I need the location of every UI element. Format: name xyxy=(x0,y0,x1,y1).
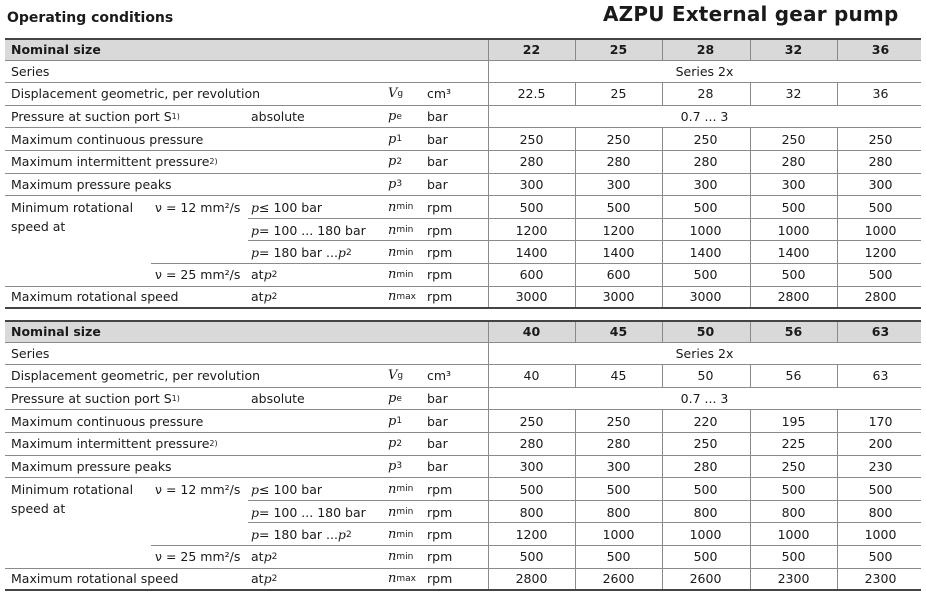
unit-bar: bar xyxy=(427,109,448,125)
condition-high: p = 180 bar ... p 2 xyxy=(251,527,352,543)
nmin-visc25-value-1: 500 xyxy=(519,549,544,565)
condition-mid: p = 100 ... 180 bar xyxy=(251,222,366,238)
nmax-symbol: n max xyxy=(388,289,416,305)
nmin-mid-value-5: 1000 xyxy=(864,222,897,238)
nominal-size-28: 28 xyxy=(696,42,715,58)
viscosity-12: ν = 12 mm²/s xyxy=(155,481,241,497)
p2-value-4: 225 xyxy=(781,436,806,452)
vg-symbol: V g xyxy=(388,86,404,102)
p1-value-4: 250 xyxy=(781,131,806,147)
nmin-mid-value-3: 800 xyxy=(693,504,718,520)
unit-bar: bar xyxy=(427,176,448,192)
displacement-value-2: 45 xyxy=(610,368,627,384)
unit-rpm: rpm xyxy=(427,267,453,283)
nominal-size-row xyxy=(5,320,921,343)
max-speed-label: Maximum rotational speed xyxy=(11,571,179,587)
nmin-high-value-3: 1000 xyxy=(689,527,722,543)
nmax-value-1: 2800 xyxy=(515,571,548,587)
displacement-value-3: 28 xyxy=(697,86,714,102)
nmin-visc25-value-4: 500 xyxy=(781,549,806,565)
unit-bar: bar xyxy=(427,458,448,474)
series-label: Series xyxy=(11,345,50,361)
nmax-value-5: 2300 xyxy=(864,571,897,587)
unit-bar: bar xyxy=(427,131,448,147)
viscosity-12: ν = 12 mm²/s xyxy=(155,199,241,215)
nmin-high-value-1: 1200 xyxy=(515,527,548,543)
absolute-label: absolute xyxy=(251,109,305,125)
series-value: Series 2x xyxy=(675,63,734,79)
p1-value-3: 220 xyxy=(693,413,718,429)
nmin-symbol: n min xyxy=(388,245,414,261)
nmax-value-5: 2800 xyxy=(864,289,897,305)
nmin-low-value-3: 500 xyxy=(693,199,718,215)
viscosity-25: ν = 25 mm²/s xyxy=(155,267,241,283)
series-row xyxy=(5,61,921,84)
nmax-value-1: 3000 xyxy=(515,289,548,305)
p2-value-1: 280 xyxy=(519,436,544,452)
nmin-high-value-3: 1400 xyxy=(689,245,722,261)
min-speed-label-2: speed at xyxy=(11,500,66,516)
unit-bar: bar xyxy=(427,391,448,407)
condition-mid: p = 100 ... 180 bar xyxy=(251,504,366,520)
nmin-high-value-1: 1400 xyxy=(515,245,548,261)
max-intermittent-label: Maximum intermittent pressure 2) xyxy=(11,154,218,170)
p3-value-1: 300 xyxy=(519,176,544,192)
nmin-visc25-value-3: 500 xyxy=(693,549,718,565)
nmin-visc25-value-3: 500 xyxy=(693,267,718,283)
nmin-mid-value-1: 1200 xyxy=(515,222,548,238)
p2-symbol: p 2 xyxy=(388,436,403,452)
nmin-mid-value-5: 800 xyxy=(868,504,893,520)
nmax-value-4: 2800 xyxy=(777,289,810,305)
p1-value-1: 250 xyxy=(519,413,544,429)
suction-pressure-value: 0.7 ... 3 xyxy=(680,109,729,125)
nmin-mid-value-4: 800 xyxy=(781,504,806,520)
suction-pressure-label: Pressure at suction port S 1) xyxy=(11,109,180,125)
p1-value-2: 250 xyxy=(606,131,631,147)
nmin-visc25-value-4: 500 xyxy=(781,267,806,283)
suction-pressure-row xyxy=(5,106,921,129)
nominal-size-32: 32 xyxy=(784,42,803,58)
nmin-high-value-4: 1000 xyxy=(777,527,810,543)
unit-rpm: rpm xyxy=(427,289,453,305)
condition-high: p = 180 bar ... p 2 xyxy=(251,245,352,261)
nmin-symbol: n min xyxy=(388,199,414,215)
suction-pressure-label: Pressure at suction port S 1) xyxy=(11,391,180,407)
p3-value-3: 280 xyxy=(693,458,718,474)
pe-symbol: p e xyxy=(388,391,402,407)
pe-symbol: p e xyxy=(388,109,402,125)
max-speed-row xyxy=(5,287,921,310)
page-heading: Operating conditions xyxy=(7,10,174,26)
nmax-value-2: 3000 xyxy=(602,289,635,305)
nmin-visc25-value-5: 500 xyxy=(868,549,893,565)
nmin-low-value-1: 500 xyxy=(519,199,544,215)
nmin-high-value-2: 1400 xyxy=(602,245,635,261)
p3-value-2: 300 xyxy=(606,458,631,474)
nmax-value-3: 2600 xyxy=(689,571,722,587)
min-speed-label: Minimum rotational xyxy=(11,199,134,215)
displacement-value-4: 32 xyxy=(785,86,802,102)
series-label: Series xyxy=(11,63,50,79)
p2-symbol: p 2 xyxy=(388,154,403,170)
max-continuous-label: Maximum continuous pressure xyxy=(11,413,204,429)
p3-symbol: p 3 xyxy=(388,458,403,474)
unit-rpm: rpm xyxy=(427,571,453,587)
nmin-low-value-4: 500 xyxy=(781,481,806,497)
p2-value-3: 280 xyxy=(693,154,718,170)
max-speed-condition: at p 2 xyxy=(251,289,278,305)
vg-symbol: V g xyxy=(388,368,404,384)
nominal-size-50: 50 xyxy=(696,324,715,340)
unit-bar: bar xyxy=(427,413,448,429)
max-intermittent-row xyxy=(5,433,921,456)
nmin-mid-value-1: 800 xyxy=(519,504,544,520)
nominal-size-40: 40 xyxy=(522,324,541,340)
unit-bar: bar xyxy=(427,436,448,452)
nmin-mid-value-3: 1000 xyxy=(689,222,722,238)
p2-value-2: 280 xyxy=(606,436,631,452)
absolute-label: absolute xyxy=(251,391,305,407)
min-speed-row-d xyxy=(5,546,921,569)
nmin-high-value-5: 1200 xyxy=(864,245,897,261)
p2-value-5: 280 xyxy=(868,154,893,170)
nominal-size-25: 25 xyxy=(609,42,628,58)
p1-value-3: 250 xyxy=(693,131,718,147)
nmin-high-value-4: 1400 xyxy=(777,245,810,261)
displacement-value-1: 40 xyxy=(523,368,540,384)
max-intermittent-label: Maximum intermittent pressure 2) xyxy=(11,436,218,452)
unit-bar: bar xyxy=(427,154,448,170)
nmin-visc25-value-2: 500 xyxy=(606,549,631,565)
condition-low: p ≤ 100 bar xyxy=(251,199,323,215)
nominal-size-56: 56 xyxy=(784,324,803,340)
nominal-size-63: 63 xyxy=(871,324,890,340)
p1-value-5: 250 xyxy=(868,131,893,147)
nominal-size-36: 36 xyxy=(871,42,890,58)
nmax-symbol: n max xyxy=(388,571,416,587)
p2-value-4: 280 xyxy=(781,154,806,170)
suction-pressure-value: 0.7 ... 3 xyxy=(680,391,729,407)
displacement-label: Displacement geometric, per revolution xyxy=(11,86,261,102)
nominal-size-45: 45 xyxy=(609,324,628,340)
displacement-value-1: 22.5 xyxy=(517,86,546,102)
p2-value-5: 200 xyxy=(868,436,893,452)
p3-value-2: 300 xyxy=(606,176,631,192)
unit-rpm: rpm xyxy=(427,549,453,565)
nmin-low-value-5: 500 xyxy=(868,481,893,497)
nmin-visc25-value-5: 500 xyxy=(868,267,893,283)
p1-value-1: 250 xyxy=(519,131,544,147)
max-continuous-label: Maximum continuous pressure xyxy=(11,131,204,147)
displacement-value-5: 36 xyxy=(872,86,889,102)
nmin-symbol: n min xyxy=(388,549,414,565)
unit-rpm: rpm xyxy=(427,504,453,520)
displacement-value-5: 63 xyxy=(872,368,889,384)
nmin-symbol: n min xyxy=(388,267,414,283)
condition-at-p2: at p 2 xyxy=(251,549,278,565)
min-speed-row-c xyxy=(5,241,921,264)
displacement-row xyxy=(5,365,921,388)
p2-value-3: 250 xyxy=(693,436,718,452)
nominal-size-22: 22 xyxy=(522,42,541,58)
min-speed-label-2: speed at xyxy=(11,218,66,234)
max-speed-condition: at p 2 xyxy=(251,571,278,587)
condition-at-p2: at p 2 xyxy=(251,267,278,283)
nominal-size-label: Nominal size xyxy=(11,42,101,58)
displacement-value-4: 56 xyxy=(785,368,802,384)
displacement-value-2: 25 xyxy=(610,86,627,102)
unit-rpm: rpm xyxy=(427,481,453,497)
p3-value-5: 230 xyxy=(868,458,893,474)
max-speed-row xyxy=(5,569,921,592)
min-speed-row-a xyxy=(5,478,921,501)
p1-value-5: 170 xyxy=(868,413,893,429)
p3-symbol: p 3 xyxy=(388,176,403,192)
unit-cm3: cm³ xyxy=(427,368,452,384)
nmin-visc25-value-1: 600 xyxy=(519,267,544,283)
p3-value-4: 250 xyxy=(781,458,806,474)
p3-value-3: 300 xyxy=(693,176,718,192)
series-value: Series 2x xyxy=(675,345,734,361)
displacement-value-3: 50 xyxy=(697,368,714,384)
min-speed-label: Minimum rotational xyxy=(11,481,134,497)
p3-value-1: 300 xyxy=(519,458,544,474)
nmin-mid-value-2: 800 xyxy=(606,504,631,520)
nominal-size-row xyxy=(5,38,921,61)
nmin-low-value-2: 500 xyxy=(606,481,631,497)
viscosity-25: ν = 25 mm²/s xyxy=(155,549,241,565)
nmin-symbol: n min xyxy=(388,504,414,520)
nmin-symbol: n min xyxy=(388,527,414,543)
max-intermittent-row xyxy=(5,151,921,174)
displacement-label: Displacement geometric, per revolution xyxy=(11,368,261,384)
nmin-low-value-2: 500 xyxy=(606,199,631,215)
brand-title: AZPU External gear pump xyxy=(603,2,899,26)
min-speed-row-a xyxy=(5,196,921,219)
nominal-size-label: Nominal size xyxy=(11,324,101,340)
p2-value-1: 280 xyxy=(519,154,544,170)
nmin-visc25-value-2: 600 xyxy=(606,267,631,283)
displacement-row xyxy=(5,83,921,106)
p3-value-4: 300 xyxy=(781,176,806,192)
p1-value-2: 250 xyxy=(606,413,631,429)
nmin-low-value-1: 500 xyxy=(519,481,544,497)
nmin-mid-value-2: 1200 xyxy=(602,222,635,238)
max-continuous-row xyxy=(5,128,921,151)
nmin-low-value-5: 500 xyxy=(868,199,893,215)
max-peaks-row xyxy=(5,174,921,197)
unit-rpm: rpm xyxy=(427,245,453,261)
nmax-value-4: 2300 xyxy=(777,571,810,587)
p1-value-4: 195 xyxy=(781,413,806,429)
max-peaks-label: Maximum pressure peaks xyxy=(11,176,172,192)
nmin-symbol: n min xyxy=(388,222,414,238)
min-speed-row-d xyxy=(5,264,921,287)
min-speed-row-b xyxy=(5,501,921,524)
nmin-low-value-3: 500 xyxy=(693,481,718,497)
series-row xyxy=(5,343,921,366)
suction-pressure-row xyxy=(5,388,921,411)
nmax-value-3: 3000 xyxy=(689,289,722,305)
unit-rpm: rpm xyxy=(427,527,453,543)
p2-value-2: 280 xyxy=(606,154,631,170)
unit-rpm: rpm xyxy=(427,222,453,238)
nmin-mid-value-4: 1000 xyxy=(777,222,810,238)
p3-value-5: 300 xyxy=(868,176,893,192)
max-peaks-row xyxy=(5,456,921,479)
min-speed-row-b xyxy=(5,219,921,242)
unit-cm3: cm³ xyxy=(427,86,452,102)
nmin-high-value-5: 1000 xyxy=(864,527,897,543)
p1-symbol: p 1 xyxy=(388,413,403,429)
nmin-low-value-4: 500 xyxy=(781,199,806,215)
table-block-1 xyxy=(5,38,921,309)
p1-symbol: p 1 xyxy=(388,131,403,147)
unit-rpm: rpm xyxy=(427,199,453,215)
table-block-2 xyxy=(5,320,921,591)
condition-low: p ≤ 100 bar xyxy=(251,481,323,497)
nmin-high-value-2: 1000 xyxy=(602,527,635,543)
min-speed-row-c xyxy=(5,523,921,546)
max-continuous-row xyxy=(5,410,921,433)
max-speed-label: Maximum rotational speed xyxy=(11,289,179,305)
max-peaks-label: Maximum pressure peaks xyxy=(11,458,172,474)
nmax-value-2: 2600 xyxy=(602,571,635,587)
nmin-symbol: n min xyxy=(388,481,414,497)
